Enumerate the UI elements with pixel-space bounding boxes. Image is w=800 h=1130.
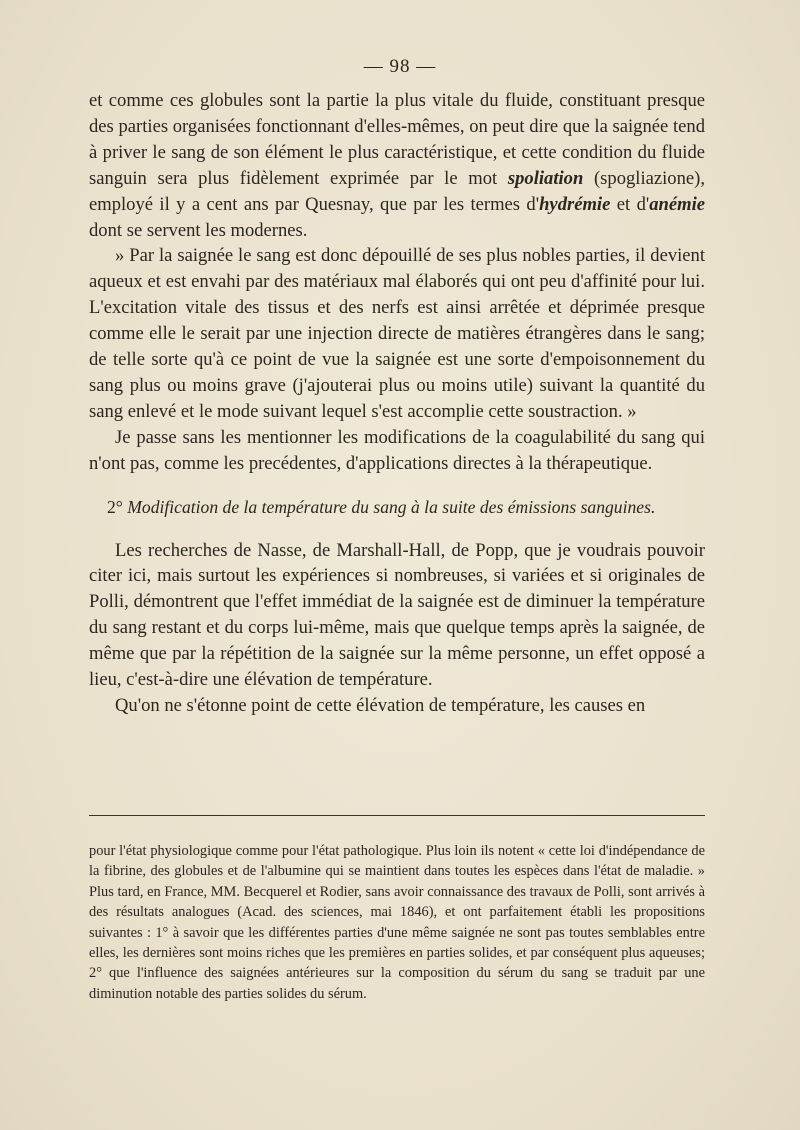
section-heading bbox=[89, 495, 705, 521]
term-spoliation: spoliation bbox=[507, 167, 584, 189]
paragraph-1 bbox=[89, 88, 705, 243]
footnote bbox=[89, 841, 705, 1004]
section-number: 2° bbox=[107, 496, 123, 517]
footnote-divider bbox=[89, 815, 705, 816]
footnote-text: pour l'état physiologique comme pour l'état pathologique. Plus loin ils notent « cette loi d'indépendance de la fibrine, des globules et de l'albumine qui se maintient dans toutes les espèces dans l'état de maladie. » Plus tard, en France, MM. Becquerel et Rodier, sans avoir connaissance des travaux de Polli, sont arrivés à des résultats analogues (Acad. des sciences, mai 1846), et ont parfaitement établi les propositions suivantes : 1° à savoir que les différentes parties d'une même saignée ne sont pas toutes semblables entre elles, les dernières sont moins riches que les premières en parties solides, et par conséquent plus aqueuses; 2° que l'influence des saignées antérieures sur la composition du sérum du sang se traduit par une diminution notable des parties solides du sérum. bbox=[89, 843, 705, 1002]
term-anemie: anémie bbox=[649, 193, 705, 215]
paragraph-3: Je passe sans les mentionner les modifications de la coagulabilité du sang qui n'ont pas, comme les precédentes, d'applications directes à la thérapeutique. bbox=[89, 426, 705, 474]
section-title: Modification de la température du sang à la suite des émissions sanguines. bbox=[122, 496, 656, 517]
paragraph-4: Les recherches de Nasse, de Marshall-Hall, de Popp, que je voudrais pouvoir citer ici, mais surtout les expériences si nombreuses, si variées et si originales de Polli, démontrent que l'effet immédiat de la saignée est de diminuer la température du sang restant et du corps lui-même, mais que quelque temps après la saignée, de même que par la répétition de la saignée sur la même personne, un effet opposé a lieu, c'est-à-dire une élévation de température. bbox=[89, 539, 705, 691]
paragraph-1-part-a: et comme ces globules sont la partie la plus vitale du fluide, constituant presque des parties organisées fonctionnant d'elles-mêmes, on peut dire que la saignée tend à priver le sang de son élément le plus caractéristique, et cette condition du fluide sanguin sera plus fidèlement exprimée par le mot bbox=[89, 90, 705, 189]
paragraph-1-part-b: (spogliazione), employé il y a cent ans par Quesnay, que par les termes d' bbox=[89, 167, 705, 215]
paragraph-5: Qu'on ne s'étonne point de cette élévation de température, les causes en bbox=[115, 694, 646, 716]
main-text bbox=[89, 88, 705, 719]
page-number: — 98 — bbox=[363, 56, 437, 77]
paragraph-1-part-d: dont se servent les modernes. bbox=[89, 219, 308, 241]
paragraph-2-quote: » Par la saignée le sang est donc dépouillé de ses plus nobles parties, il devient aqueux et est envahi par des matériaux mal élaborés qui ont peu d'affinité pour lui. L'excitation vitale des tissus et des nerfs est ainsi arrêtée et déprimée presque comme elle le serait par une injection directe de matières étrangères dans le sang; de telle sorte qu'à ce point de vue la saignée est une sorte d'empoisonnement du sang plus ou moins grave (j'ajouterai plus ou moins utile) suivant la quantité du sang enlevé et le mode suivant lequel s'est accomplie cette soustraction. » bbox=[89, 245, 705, 422]
paragraph-1-part-c: et d' bbox=[610, 193, 650, 215]
term-hydremie: hydrémie bbox=[539, 193, 611, 215]
